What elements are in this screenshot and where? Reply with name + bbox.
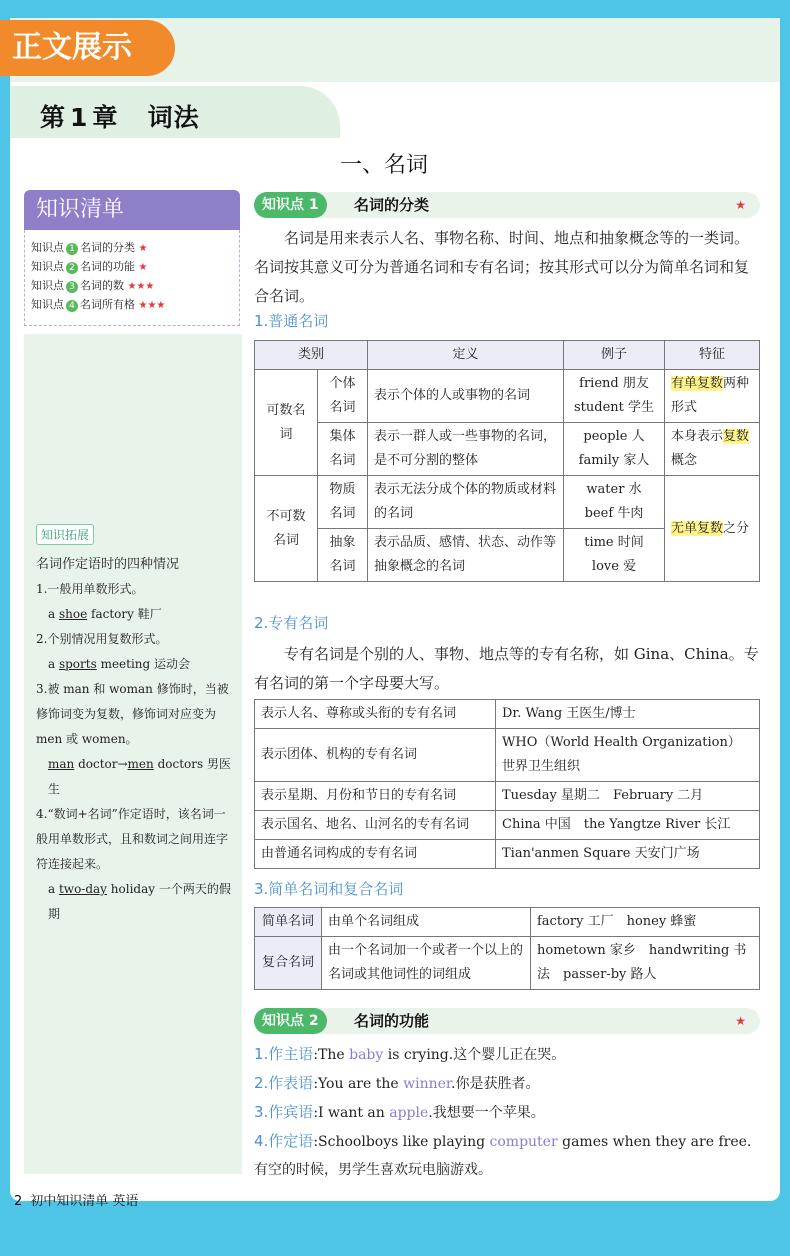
- ext-example: [36, 877, 234, 927]
- simple-compound-table: [254, 907, 760, 990]
- function-word: computer: [489, 1134, 558, 1150]
- table-row: [255, 370, 760, 423]
- table-cell: 简单名词: [255, 908, 322, 937]
- star-icon: ★★★: [127, 281, 155, 292]
- chapter-title: 词法: [147, 103, 200, 132]
- item-number: 3: [66, 281, 78, 293]
- function-text: is crying.这个婴儿正在哭。: [383, 1047, 566, 1063]
- knowledge-point-2-bar: [254, 1008, 760, 1034]
- ex-underlined: men: [127, 757, 154, 771]
- table-cell: hometown 家乡 handwriting 书法 passer-by 路人: [531, 937, 760, 990]
- ext-rule: 2.个别情况用复数形式。: [36, 632, 168, 646]
- table-header: 特征: [665, 341, 760, 370]
- ex-text: factory 鞋厂: [87, 607, 162, 621]
- function-word: apple: [389, 1105, 429, 1121]
- ex-text: a: [48, 607, 59, 621]
- ext-example: [36, 752, 234, 802]
- item-prefix: 知识点: [31, 260, 64, 273]
- knowledge-list: [24, 230, 240, 326]
- table-cell: 由单个名词组成: [322, 908, 531, 937]
- table-cell: 表示星期、月份和节日的专有名词: [255, 782, 496, 811]
- section-title: 一、名词: [340, 153, 429, 178]
- ext-tag-label: 知识拓展: [41, 528, 90, 542]
- ex-text: meeting 运动会: [96, 657, 191, 671]
- star-icon: ★: [138, 243, 148, 254]
- table-row: [255, 423, 760, 476]
- star-icon: ★★★: [138, 300, 166, 311]
- table-cell: [665, 370, 760, 423]
- proper-noun-paragraph: 专有名词是个别的人、事物、地点等的专有名称，如 Gina、China。专有名词的第一个字母要大写。: [254, 645, 759, 692]
- function-key: 3.作宾语: [254, 1103, 314, 1121]
- highlight: 无单复数: [671, 520, 724, 536]
- star-icon: ★: [138, 262, 148, 273]
- ex-underlined: sports: [58, 657, 97, 671]
- table-cell: 由普通名词构成的专有名词: [255, 840, 496, 869]
- subheading-proper-nouns: 2.专有名词: [254, 614, 329, 632]
- function-item: [254, 1040, 764, 1069]
- example-line: people 人: [583, 429, 645, 444]
- page-sheet: [10, 18, 780, 1209]
- ex-text: holiday 一个两天的假期: [48, 882, 231, 921]
- ex-text: doctor→: [74, 757, 128, 771]
- example-line: time 时间: [584, 535, 644, 550]
- table-cell: WHO（World Health Organization）世界卫生组织: [496, 729, 760, 782]
- page-footer: [10, 1190, 138, 1209]
- function-text: :The: [313, 1047, 350, 1063]
- cell-text: 概念: [671, 453, 698, 468]
- table-row: [255, 811, 760, 840]
- table-header: 类别: [255, 341, 368, 370]
- table-cell: Tuesday 星期二 February 二月: [496, 782, 760, 811]
- table-cell: factory 工厂 honey 蜂蜜: [531, 908, 760, 937]
- function-text: games when they are free. 有空的时候，男学生喜欢玩电脑游戏。: [254, 1134, 752, 1178]
- table-cell: [564, 529, 665, 582]
- table-cell: 表示国名、地名、山河名的专有名词: [255, 811, 496, 840]
- table-cell: 表示一群人或一些事物的名词，是不可分割的整体: [368, 423, 564, 476]
- ext-rule: 3.被 man 和 woman 修饰时，当被修饰词变为复数，修饰词对应变为 men 或 women。: [36, 682, 229, 746]
- function-key: 2.作表语: [254, 1074, 314, 1092]
- ext-example: [36, 602, 234, 627]
- highlight: 复数: [723, 429, 750, 444]
- highlight: 有单复数: [671, 376, 724, 391]
- function-word: baby: [349, 1047, 384, 1063]
- example-line: family 家人: [578, 453, 650, 468]
- table-cell: China 中国 the Yangtze River 长江: [496, 811, 760, 840]
- item-label: 名词所有格: [80, 298, 135, 311]
- star-icon: ★: [735, 198, 746, 212]
- item-number: 4: [66, 300, 78, 312]
- table-row: [255, 782, 760, 811]
- preview-banner: 正文展示: [0, 20, 175, 76]
- function-text: .我想要一个苹果。: [428, 1105, 545, 1121]
- table-cell: [665, 423, 760, 476]
- kp2-title: 名词的功能: [354, 1012, 430, 1030]
- table-header: 定义: [368, 341, 564, 370]
- knowledge-item: [31, 276, 233, 295]
- table-cell: 表示人名、尊称或头衔的专有名词: [255, 700, 496, 729]
- function-item: [254, 1127, 764, 1184]
- table-cell: 表示团体、机构的专有名词: [255, 729, 496, 782]
- ext-example: [36, 652, 234, 677]
- intro-paragraph: 名词是用来表示人名、事物名称、时间、地点和抽象概念等的一类词。名词按其意义可分为普通名词和专有名词；按其形式可以分为简单名词和复合名词。: [254, 229, 750, 305]
- common-noun-table: [254, 340, 760, 582]
- knowledge-point-1-bar: [254, 192, 760, 218]
- function-item: [254, 1069, 764, 1098]
- ex-underlined: man: [48, 757, 75, 771]
- table-row: [255, 908, 760, 937]
- kp2-label: 知识点 2: [254, 1008, 327, 1034]
- table-cell: 表示个体的人或事物的名词: [368, 370, 564, 423]
- item-label: 名词的分类: [80, 241, 135, 254]
- function-word: winner: [403, 1076, 452, 1092]
- item-prefix: 知识点: [31, 298, 64, 311]
- function-text: :Schoolboys like playing: [313, 1134, 490, 1150]
- example-line: love 爱: [591, 559, 637, 574]
- ext-rule: 4.“数词+名词”作定语时，该名词一般用单数形式，且和数词之间用连字符连接起来。: [36, 807, 229, 871]
- table-cell: 由一个名词加一个或者一个以上的名词或其他词性的词组成: [322, 937, 531, 990]
- function-key: 4.作定语: [254, 1132, 314, 1150]
- item-number: 1: [66, 243, 78, 255]
- function-text: .你是获胜者。: [451, 1076, 540, 1092]
- kp1-label: 知识点 1: [254, 192, 327, 218]
- cell-countable: 可数名词: [255, 370, 318, 476]
- star-icon: ★: [735, 1014, 746, 1028]
- table-cell: 表示无法分成个体的物质或材料的名词: [368, 476, 564, 529]
- table-cell: Tian'anmen Square 天安门广场: [496, 840, 760, 869]
- knowledge-extension-tag: [36, 524, 94, 545]
- subheading-common-nouns: 1.普通名词: [254, 312, 329, 330]
- table-cell: Dr. Wang 王医生/博士: [496, 700, 760, 729]
- ex-underlined: two-day: [58, 882, 107, 896]
- cell-text: 之分: [723, 520, 750, 536]
- chapter-number: 1: [70, 103, 89, 132]
- table-cell: [564, 476, 665, 529]
- table-cell: 复合名词: [255, 937, 322, 990]
- table-cell: 表示品质、感情、状态、动作等抽象概念的名词: [368, 529, 564, 582]
- book-title: 初中知识清单 英语: [30, 1194, 139, 1209]
- function-list: [254, 1040, 764, 1184]
- example-line: friend 朋友: [579, 376, 649, 391]
- ext-rule: 1.一般用单数形式。: [36, 582, 144, 596]
- table-row: [255, 729, 760, 782]
- cell-text: 本身表示: [671, 429, 724, 444]
- function-item: [254, 1098, 764, 1127]
- chapter-prefix: 第: [40, 103, 67, 132]
- item-label: 名词的数: [80, 279, 124, 292]
- table-row: [255, 840, 760, 869]
- ex-underlined: shoe: [58, 607, 88, 621]
- table-header: 例子: [564, 341, 665, 370]
- knowledge-list-header: 知识清单: [24, 190, 240, 230]
- example-line: student 学生: [573, 400, 654, 415]
- proper-noun-table: [254, 699, 760, 869]
- ex-text: a: [48, 657, 59, 671]
- table-cell: 抽象名词: [317, 529, 367, 582]
- page-number: 2: [14, 1194, 23, 1209]
- ext-title: 名词作定语时的四种情况: [36, 557, 180, 572]
- ex-text: doctors 男医生: [48, 757, 231, 796]
- table-row: [255, 700, 760, 729]
- example-line: water 水: [586, 482, 642, 497]
- table-cell: 集体名词: [317, 423, 367, 476]
- function-text: :You are the: [313, 1076, 404, 1092]
- knowledge-item: [31, 257, 233, 276]
- chapter-heading: [40, 98, 200, 134]
- knowledge-extension-panel: [24, 334, 242, 1174]
- knowledge-item: [31, 238, 233, 257]
- table-cell: [564, 423, 665, 476]
- table-cell: [564, 370, 665, 423]
- subheading-simple-compound: 3.简单名词和复合名词: [254, 880, 404, 898]
- item-label: 名词的功能: [80, 260, 135, 273]
- table-row: [255, 937, 760, 990]
- function-key: 1.作主语: [254, 1045, 314, 1063]
- extension-body: [36, 552, 234, 927]
- function-text: :I want an: [313, 1105, 390, 1121]
- cell-uncountable: 不可数名词: [255, 476, 318, 582]
- table-cell: 物质名词: [317, 476, 367, 529]
- knowledge-item: [31, 295, 233, 314]
- ex-text: a: [48, 882, 59, 896]
- table-row: [255, 476, 760, 529]
- example-line: beef 牛肉: [584, 506, 644, 521]
- item-prefix: 知识点: [31, 241, 64, 254]
- table-cell: [665, 476, 760, 582]
- item-prefix: 知识点: [31, 279, 64, 292]
- table-cell: 个体名词: [317, 370, 367, 423]
- kp1-title: 名词的分类: [354, 196, 430, 214]
- chapter-suffix: 章: [92, 103, 119, 132]
- item-number: 2: [66, 262, 78, 274]
- cell-text: 两种形式: [671, 376, 750, 415]
